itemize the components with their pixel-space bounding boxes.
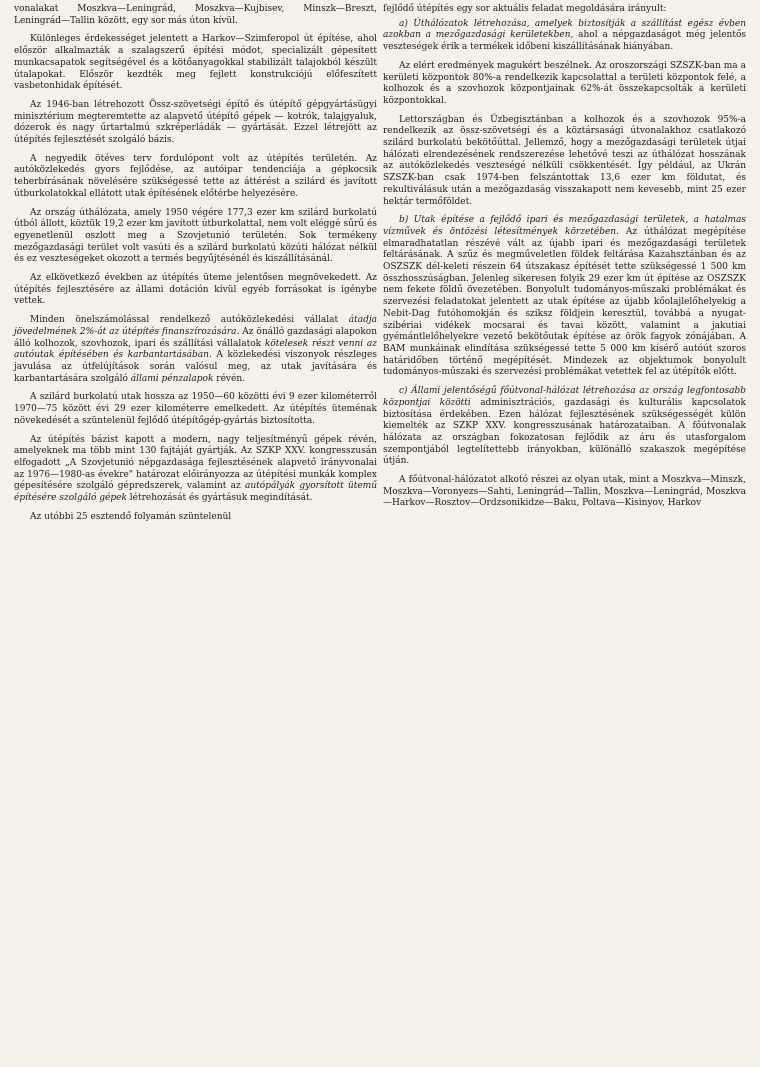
text-run: . A közlekedési viszonyok részleges javulása az útfelújítások során valósul meg, az utak javítására és karbantartására szolgáló: [14, 350, 377, 384]
text-run: fejlődő útépítés egy sor aktuális feladat megoldására irányult:: [383, 4, 667, 14]
text-run: vonalakat Moszkva—Leningrád, Moszkva—Kujbisev, Minszk—Breszt, Leningrád—Tallin között, egy sor más úton kívül.: [14, 4, 377, 26]
paragraph: [383, 386, 746, 468]
paragraph: [14, 4, 377, 27]
text-run: Az ország úthálózata, amely 1950 végére 177,3 ezer km szilárd burkolatú útból állott, köztük 19,2 ezer km javított útburkolattal, nem volt eléggé sűrű és egyenetlenül oszlott meg a Szovjetunió területén. Sok termékeny mezőgazdasági terület volt vasúti és a szilárd burkolatú közúti hálózat nélkül és ez veszteségeket okozott a termés begyűjtésénél és kiszállításánál.: [14, 207, 377, 265]
italic-emphasis: b) Utak építése a fejlődő ipari és mezőgazdasági területek, a hatalmas vízművek és öntözési létesítmények körzetében.: [383, 215, 746, 237]
text-run: révén.: [213, 373, 245, 384]
paragraph: [383, 215, 746, 379]
text-run: Az utóbbi 25 esztendő folyamán szüntelenül: [30, 511, 232, 522]
text-run: Az útépítés bázist kapott a modern, nagy teljesítményű gépek révén, amelyeknek ma több mint 130 fajtáját gyártják. Az SZKP XXV. kongresszusán elfogadott „A Szovjetunió népgazdasága fejlesztésének alapvető irányvonalai az 1976—1980-as évekre" határozat előirányozza az útépítési munkák komplex gépesítésére szolgáló gépredszerek, valamint az: [14, 434, 377, 492]
paragraph: [14, 100, 377, 147]
paragraph: [383, 4, 746, 16]
text-run: Különleges érdekességet jelentett a Harkov—Szimferopol út építése, ahol először alkalmazták a szalagszerű építési módot, specializált gépesített munkacsapatok segítségével és a kötőanyagokkal stabilizált talajokból készült útalapokat. Először kezdték meg fejlett konstrukciójú előfeszített vasbetonhidak építését.: [14, 34, 377, 92]
text-run: Lettországban és Üzbegisztánban a kolhozok és a szovhozok 95%-a rendelkezik az össz-szövetségi és a köztársasági útvonalakhoz csatlakozó szilárd burkolatú bekötőúttal. Jellemző, hogy a mezőgazdasági területek útjai hálózati elrendezésének rendszerezése lehetővé teszi az úthálózat hosszának az autóközlekedés veszteségé nélküli csökkentését. Így például, az Ukrán SZSZK-ban csak 1974-ben felszántottak 13,6 ezer km földutat, és rekultiválásuk után a mezőgazdaság visszakapott nem kevesebb, mint 25 ezer hektár termőföldet.: [383, 114, 746, 207]
text-run: ahol a népgazdaságot még jelentős veszteségek érik a termékek időbeni kiszállításának hiányában.: [383, 30, 747, 53]
paragraph: [14, 392, 377, 427]
text-run: A negyedik ötéves terv fordulópont volt az útépítés területén. Az autóközlekedés gyors fejlődése, az autóipar tendenciája a gépkocsik teherbírásának növelésére szükségessé tette az áttérést a szilárd és javított útburkolatokkal ellátott utak építésének előtérbe helyezésére.: [14, 153, 377, 199]
italic-emphasis: a) Úthálózatok létrehozása, amelyek biztosítják a szállítást egész évben azokban a mezőgazdasági kerületekben,: [383, 18, 746, 41]
paragraph: [14, 208, 377, 267]
text-run: Minden önelszámolással rendelkező autóközlekedési vállalat: [30, 315, 349, 326]
paragraph: [14, 154, 377, 201]
italic-emphasis: átadja jövedelmének 2%-át az útépítés finanszírozására: [14, 315, 377, 337]
text-run: Az 1946-ban létrehozott Össz-szövetségi építő és útépítő gépgyártásügyi minisztérium megteremtette az alapvető útépítő gépek — kotrók, talajgyaluk, dózerok és nagy űrtartalmú szkréperládák — gyártását. Ezzel létrejött az útépítés fejlesztését szolgáló bázis.: [14, 99, 377, 146]
text-run: adminisztrációs, gazdasági és kulturális kapcsolatok biztosítása érdekében. Ezen hálózat fejlesztésének szükségességét külön kiemelték az SZKP XXV. kongresszusának határozataiban. A főútvonalak hálózata az országban fokozatosan fejlődik az áru és utasforgalom szempontjából legtelítettebb irányokban, különálló szakaszok megépítése útján.: [383, 397, 747, 467]
text-run: Az úthálózat megépítése elmaradhatatlan részévé vált az újabb ipari és mezőgazdasági területek feltárásának. A szűz és megműveletlen földek feltárása Kazahsztánban és az OSZSZK dél-keleti részein 64 útszakasz építését tette szükségessé 1 500 km összhosszúságban. Jelenleg sikeresen folyik 29 ezer km út építése az OSZSZK nem fekete földű övezetében. Bonyolult tudományos-műszaki problémákat és szervezési feladatokat jelentett az utak építése az újabb kőolajlelőhelyekig a Nebit-Dag futóhomokján és sziksz földjein keresztül, továbbá a nyugat-szibériai vidékek mocsarai és tavai között, valamint a jakutiai gyémántlelőhelyekre vezető bekötőutak építése az örök fagyok zónájában. A BAM munkáinak elindítása szükségessé tette 5 000 km kísérő autóút szoros határidőben történő megépítését. Mindezek az objektumok bonyolult tudományos-műszaki és szervezési problémákat vetettek fel az útépítők előtt.: [383, 226, 746, 378]
paragraph: [383, 115, 746, 209]
paragraph: [14, 435, 377, 505]
paragraph: [383, 475, 746, 510]
paragraph: [14, 512, 377, 524]
paragraph: [14, 273, 377, 308]
italic-emphasis: autópályák gyorsított ütemű építésére szolgáló gépek: [14, 481, 377, 504]
paragraph: [383, 61, 746, 108]
text-run: létrehozását és gyártásuk megindítását.: [126, 493, 313, 504]
left-column: [14, 4, 377, 1067]
paragraph: [14, 34, 377, 93]
text-run: Az elkövetkező években az útépítés üteme jelentősen megnövekedett. Az útépítés fejlesztésére az állami dotáción kívül egyéb forrásokat is igénybe vettek.: [14, 273, 377, 307]
text-run: Az elért eredmények magukért beszélnek. Az oroszországi SZSZK-ban ma a kerületi központok 80%-a rendelkezik kapcsolattal a területi központok felé, a kolhozok és a szovhozok központjainak 62%-át összekapcsolták a kerületi központokkal.: [383, 60, 746, 106]
text-run: A szilárd burkolatú utak hossza az 1950—60 közötti évi 9 ezer kilométerről 1970—75 között évi 29 ezer kilométerre emelkedett. Az útépítés üteménak növekedését a szüntelenül fejlődő útépítőgép-gyártás biztosította.: [14, 392, 377, 426]
text-run: . Az önálló gazdasági alapokon álló kolhozok, szovhozok, ipari és szállítási vállalatok: [14, 326, 377, 349]
italic-emphasis: állami pénzalapok: [130, 373, 214, 384]
italic-emphasis: kötelesek részt venni az autóutak építésében és karbantartásában: [14, 338, 377, 361]
italic-emphasis: c) Állami jelentőségű főútvonal-hálózat létrehozása az ország legfontosabb központjai közötti: [383, 386, 746, 408]
paragraph: [14, 315, 377, 385]
text-run: A főútvonal-hálózatot alkotó részei az olyan utak, mint a Moszkva—Minszk, Moszkva—Voronyezs—Sahti, Leningrád—Tallin, Moszkva—Leningrád, Moszkva—Harkov—Rosztov—Ordzsonikidze—Baku, Poltava—Kisinyov, Harkov: [383, 475, 746, 509]
paragraph: [383, 19, 746, 54]
right-column: [383, 4, 746, 1067]
